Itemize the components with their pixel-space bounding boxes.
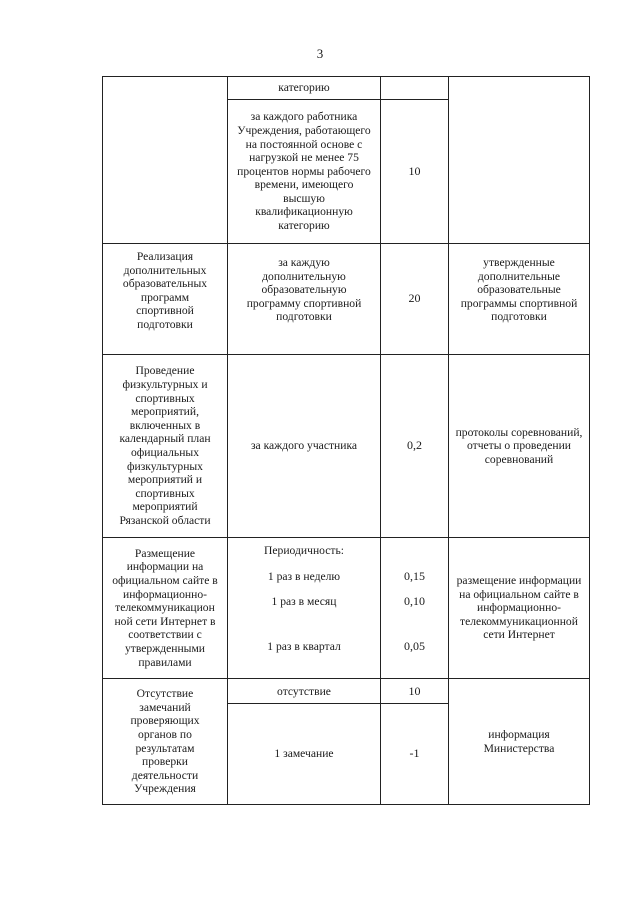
remarks-source: информация Министерства [483,727,555,755]
remarks-option-value: 10 [408,683,421,698]
additional-programs-indicator: Реализация дополнительных образовательных программ спортивной подготовки [122,250,208,331]
events-value: 0,2 [407,438,422,453]
remarks-option-value: -1 [409,746,420,761]
publication-option-value: 0,15 [404,569,425,584]
events-criterion: за каждого участника [250,439,358,453]
additional-programs-criterion: за каждую дополнительную образовательную программу спортивной подготовки [246,256,362,324]
page-number: 3 [316,46,324,61]
remarks-indicator: Отсутствие замечаний проверяющих органов по результатам проверки деятельности Учреждения [130,687,200,796]
continuation-criterion: за каждого работника Учреждения, работающего на постоянной основе с нагрузкой не менее 75 процентов нормы рабочего времени, имеющего высшую квалификационную категорию [237,110,371,233]
continuation-criterion-header: категорию [278,81,330,95]
publication-option-value: 0,05 [404,639,425,654]
events-source: протоколы соревнований, отчеты о проведении соревнований [455,425,583,466]
events-indicator: Проведение физкультурных и спортивных мероприятий, включенных в календарный план официальных физкультурных мероприятий и спортивных мероприятий Рязанской области [119,364,211,527]
publication-option-value: 0,10 [404,594,425,609]
additional-programs-value: 20 [408,291,421,306]
publication-option-label: 1 раз в месяц [271,595,337,609]
additional-programs-source: утвержденные дополнительные образовательные программы спортивной подготовки [460,256,578,324]
remarks-option-label: 1 замечание [274,747,334,761]
publication-option-label: 1 раз в квартал [267,640,341,654]
publication-option-label: 1 раз в неделю [267,570,341,584]
publication-periodicity-label: Периодичность: [264,544,344,558]
publication-source: размещение информации на официальном сайте в информационно- телекоммуникационной сети Интернет [456,574,582,642]
continuation-value: 10 [408,163,421,178]
publication-indicator: Размещение информации на официальном сайте в информационно- телекоммуникацион ной сети Интернет в соответствии с утвержденными правилами [112,546,218,669]
remarks-option-label: отсутствие [277,684,331,698]
